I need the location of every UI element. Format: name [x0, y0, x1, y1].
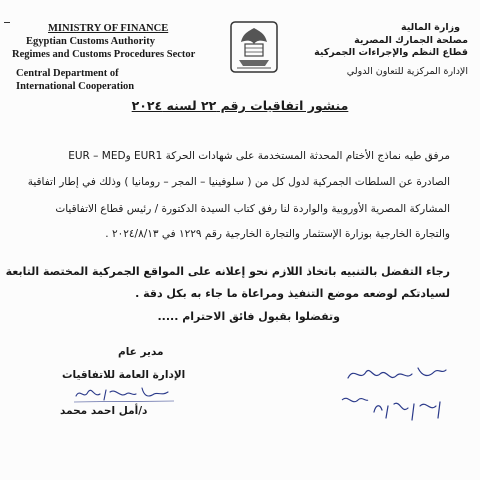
signature-department: الإدارة العامة للاتفاقيات — [62, 369, 186, 381]
circular-title — [0, 98, 480, 113]
header-arabic — [298, 22, 468, 78]
signature-title: مدير عام — [118, 346, 164, 358]
customs-emblem-icon — [225, 18, 283, 76]
header-ar-sector: قطاع النظم والإجراءات الجمركية — [314, 47, 468, 58]
handwritten-name-signature — [70, 382, 180, 406]
closing-line: وتفضلوا بقبول فائق الاحترام ..... — [157, 310, 340, 323]
header-ar-ministry: وزارة المالية — [401, 22, 460, 33]
header-en-authority: Egyptian Customs Authority — [26, 36, 155, 47]
request-paragraph-1: رجاء التفضل بالتنبيه باتخاذ اللازم نحو إعلانه على المواقع الجمركية المختصة التابعة — [5, 265, 450, 278]
request-paragraph-2: لسيادتكم لوضعه موضع التنفيذ ومراعاة ما جاء به بكل دقة . — [135, 287, 450, 300]
header-en-sector: Regimes and Customs Procedures Sector — [12, 49, 196, 60]
handwritten-annotation — [340, 360, 450, 430]
header-en-department: Central Department of — [16, 68, 119, 79]
signature-name: د/أمل احمد محمد — [60, 405, 148, 417]
body-paragraph-3: المشاركة المصرية الأوروبية والواردة لنا رفق كتاب السيدة الدكتورة / رئيس قطاع الاتفاقيات — [55, 203, 450, 215]
header-ar-authority: مصلحة الجمارك المصرية — [354, 34, 468, 46]
body-paragraph-2: الصادرة عن السلطات الجمركية لدول كل من ( سلوفينيا – المجر – رومانيا ) وذلك في إطار اتفاقية — [27, 176, 450, 188]
body-paragraph-4: والتجارة الخارجية بوزارة الإستثمار والتجارة الخارجية رقم ١٢٢٩ في ٢٠٢٤/٨/١٣ . — [105, 228, 450, 240]
header-en-ministry: MINISTRY OF FINANCE — [48, 23, 169, 34]
circular-title-text: منشور اتفاقيات رقم ٢٢ لسنه ٢٠٢٤ — [131, 98, 349, 113]
header-ar-department: الإدارة المركزية للتعاون الدولي — [346, 65, 468, 77]
body-paragraph-1: مرفق طيه نماذج الأختام المحدثة المستخدمة على شهادات الحركة EUR1 وEUR – MED — [68, 150, 450, 162]
header-en-cooperation: International Cooperation — [16, 81, 135, 92]
header-english — [6, 22, 206, 93]
